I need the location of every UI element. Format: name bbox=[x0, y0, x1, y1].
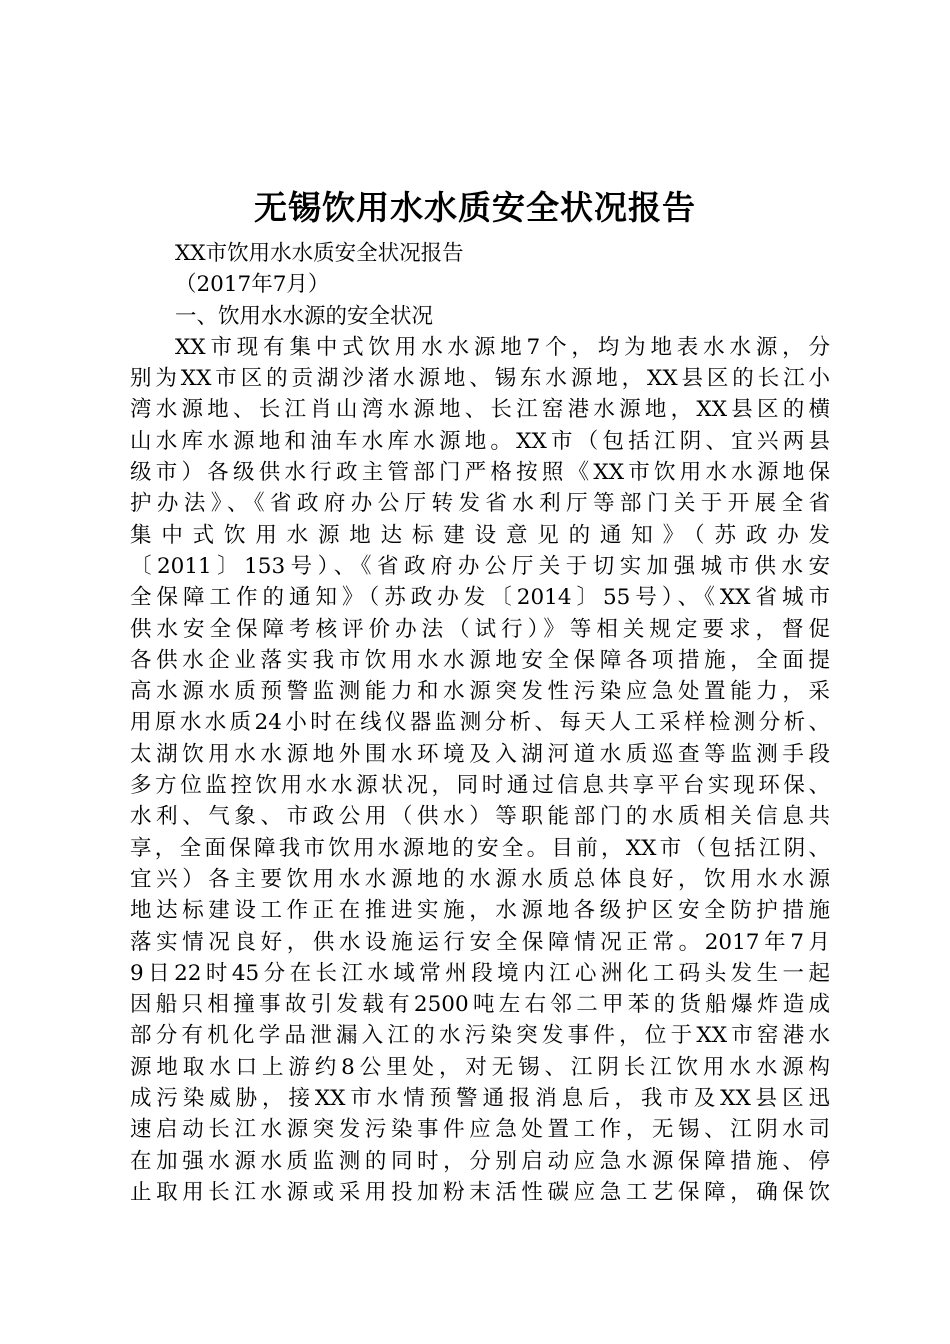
body-line: 别为XX市区的贡湖沙渚水源地、锡东水源地，XX县区的长江小 bbox=[130, 366, 830, 392]
body-line: 享，全面保障我市饮用水源地的安全。目前，XX市（包括江阴、 bbox=[130, 835, 830, 861]
body-line: 水利、气象、市政公用（供水）等职能部门的水质相关信息共 bbox=[130, 804, 830, 830]
body-line: （2017年7月） bbox=[175, 272, 330, 298]
body-line: 高水源水质预警监测能力和水源突发性污染应急处置能力，采 bbox=[130, 679, 830, 705]
body-line: 用原水水质24小时在线仪器监测分析、每天人工采样检测分析、 bbox=[130, 710, 830, 736]
body-line: XX市饮用水水质安全状况报告 bbox=[175, 241, 464, 266]
body-line: 速启动长江水源突发污染事件应急处置工作，无锡、江阴水司 bbox=[130, 1117, 830, 1143]
body-line: 在加强水源水质监测的同时，分别启动应急水源保障措施、停 bbox=[130, 1148, 830, 1174]
body-line: 〔2011〕153号）、《省政府办公厅关于切实加强城市供水安 bbox=[130, 553, 830, 579]
body-line: 源地取水口上游约8公里处，对无锡、江阴长江饮用水水源构 bbox=[130, 1054, 830, 1080]
body-line: 级市）各级供水行政主管部门严格按照《XX市饮用水水源地保 bbox=[130, 460, 830, 486]
body-line: 宜兴）各主要饮用水水源地的水源水质总体良好，饮用水水源 bbox=[130, 866, 830, 892]
document-title: 无锡饮用水水质安全状况报告 bbox=[254, 188, 696, 227]
body-line: 太湖饮用水水源地外围水环境及入湖河道水质巡查等监测手段 bbox=[130, 741, 830, 767]
body-line: 地达标建设工作正在推进实施，水源地各级护区安全防护措施 bbox=[130, 898, 830, 924]
body-line: 山水库水源地和油车水库水源地。XX市（包括江阴、宜兴两县 bbox=[130, 428, 830, 454]
body-line: 9日22时45分在长江水域常州段境内江心洲化工码头发生一起 bbox=[130, 960, 830, 986]
document-body bbox=[130, 238, 830, 1208]
body-line: 集中式饮用水源地达标建设意见的通知》（苏政办发 bbox=[130, 522, 830, 548]
body-line: 止取用长江水源或采用投加粉末活性碳应急工艺保障，确保饮 bbox=[130, 1179, 830, 1205]
body-line: 落实情况良好，供水设施运行安全保障情况正常。2017年7月 bbox=[130, 929, 830, 955]
body-line: XX市现有集中式饮用水水源地7个，均为地表水水源，分 bbox=[175, 334, 830, 360]
body-line: 一、饮用水水源的安全状况 bbox=[175, 303, 434, 329]
body-line: 全保障工作的通知》（苏政办发〔2014〕55号）、《XX省城市 bbox=[130, 585, 830, 611]
body-line: 成污染威胁，接XX市水情预警通报消息后，我市及XX县区迅 bbox=[130, 1086, 830, 1112]
body-line: 湾水源地、长江肖山湾水源地、长江窑港水源地，XX县区的横 bbox=[130, 397, 830, 423]
body-line: 供水安全保障考核评价办法（试行）》等相关规定要求，督促 bbox=[130, 616, 830, 642]
body-line: 护办法》、《省政府办公厅转发省水利厅等部门关于开展全省 bbox=[130, 491, 830, 517]
body-line: 多方位监控饮用水水源状况，同时通过信息共享平台实现环保、 bbox=[130, 773, 830, 799]
body-line: 部分有机化学品泄漏入江的水污染突发事件，位于XX市窑港水 bbox=[130, 1023, 830, 1049]
body-line: 各供水企业落实我市饮用水水源地安全保障各项措施，全面提 bbox=[130, 647, 830, 673]
body-line: 因船只相撞事故引发载有2500吨左右邻二甲苯的货船爆炸造成 bbox=[130, 992, 830, 1018]
